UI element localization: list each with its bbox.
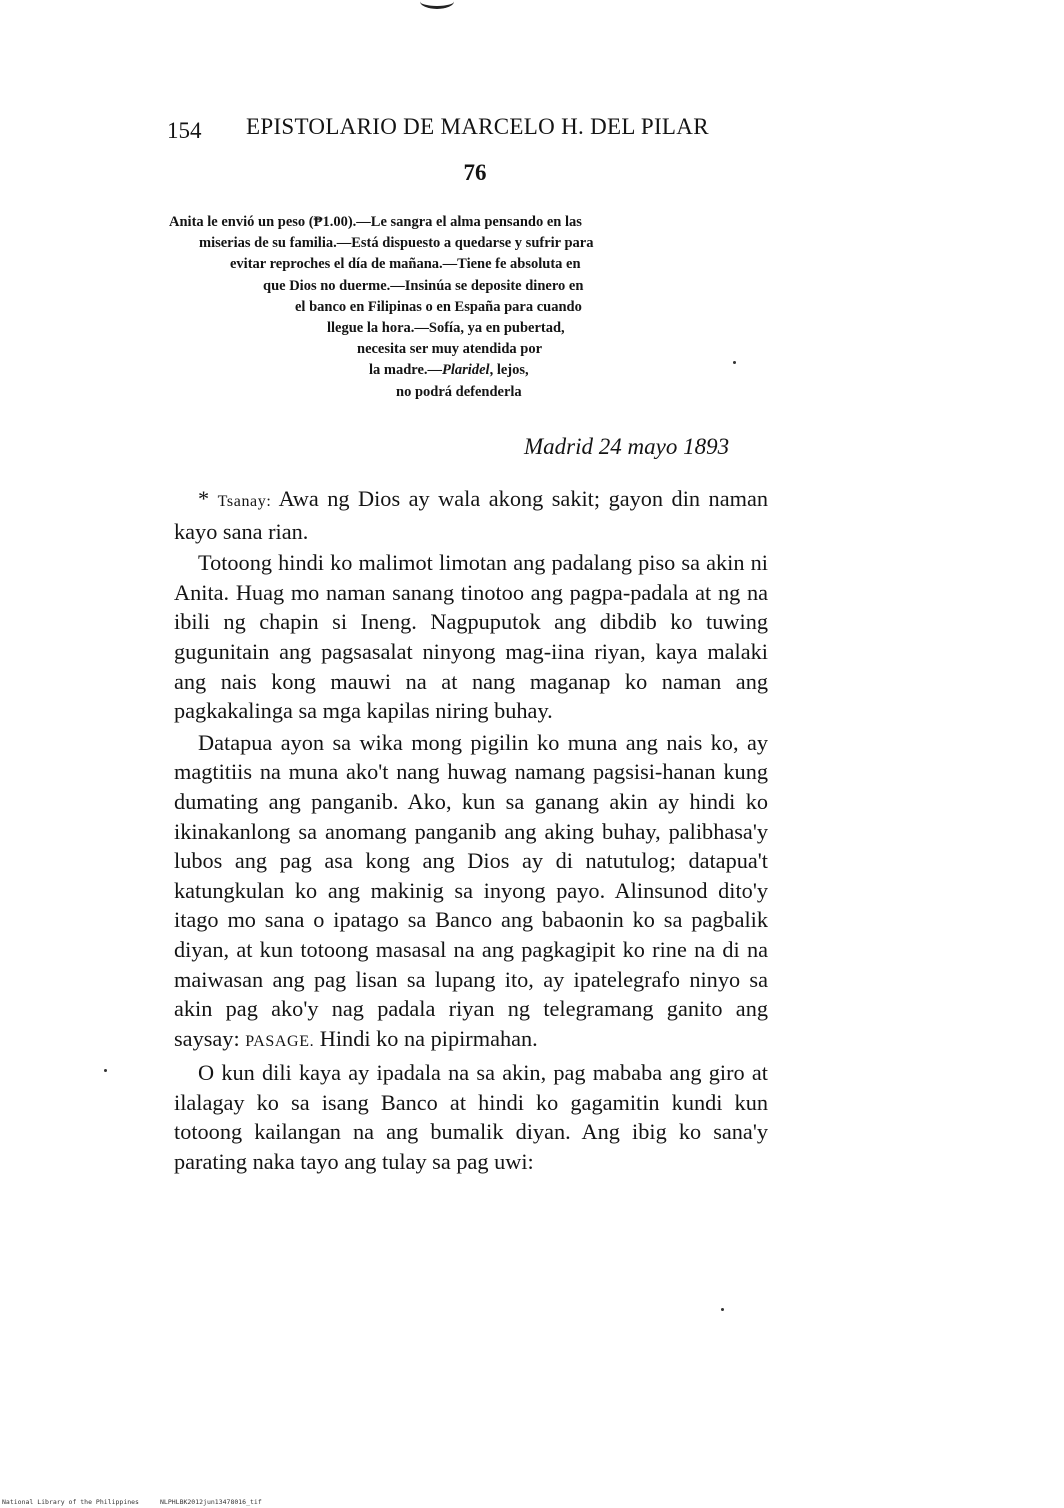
letter-summary: [165, 212, 795, 403]
paragraph-greeting: [174, 484, 768, 546]
dateline: Madrid 24 mayo 1893: [524, 434, 730, 459]
paragraph-end-text: Hindi ko na pipirmahan.: [314, 1025, 538, 1051]
letter-body: [174, 484, 768, 1179]
summary-line: que Dios no duerme.—Insinúa se deposite dinero en: [263, 277, 584, 294]
summary-line: miserias de su familia.—Está dispuesto a quedarse y sufrir para: [199, 235, 594, 252]
paragraph: Totoong hindi ko malimot limotan ang padalang piso sa akin ni Anita. Huag mo naman sanang tinotoo ang pagpa-padala at ng na ibili ng chapin si Ineng. Nagpuputok ang dibdib ko tuwing gugunitain ang pagsasalat ninyong mag-iina riyan, kaya malaki ang nais kong mauwi na at nang maganap ko naman ang pagkakalinga sa mga kapilas niring buhay.: [174, 550, 768, 724]
scan-footer: [0, 1494, 1064, 1508]
scan-artifact-mark: [420, 0, 454, 9]
paragraph-text: Datapua ayon sa wika mong pigilin ko muna ang nais ko, ay magtitiis na muna ako't nang huwag namang pagsisi-hanan kung dumating ang panganib. Ako, kun sa ganang akin ay hindi ko ikinakanlong sa anomang panganib ang aking buhay, palibhasa'y lubos ang pag asa kong ang Dios ay di natutulog; datapua't katungkulan ko ang makinig sa inyong payo. Alinsunod dito'y itago mo sana o ipatago sa Banco ang babaonin ko sa pagbalik diyan, at kun totoong masasal na ang pagkagipit ko rine na di na maiwasan ang pag lisan sa lupang ito, ay ipatelegrafo ninyo sa akin pag ako'y nag padala riyan ng telegramang ganito ang saysay:: [174, 729, 768, 1051]
letter-number: 76: [463, 160, 487, 185]
summary-line: Anita le envió un peso (₱1.00).—Le sangra el alma pensando en las: [169, 214, 582, 230]
library-credit: National Library of the Philippines: [2, 1498, 139, 1506]
page-header: [167, 114, 727, 148]
summary-line: no podrá defenderla: [396, 383, 522, 400]
paragraph: O kun dili kaya ay ipadala na sa akin, pag mababa ang giro at ilalagay ko sa isang Banco at hindi ko gagamitin kundi kun totoong kailangan na ang bumalik diyan. Ang ibig ko sana'y parating naka tayo ang tulay sa pag uwi:: [174, 1060, 768, 1175]
scan-speck: [733, 361, 736, 364]
summary-line: el banco en Filipinas o en España para cuando: [295, 298, 582, 315]
summary-line: evitar reproches el día de mañana.—Tiene fe absoluta en: [230, 256, 581, 273]
page-number: 154: [167, 118, 202, 143]
summary-line-italic: la madre.—Plaridel, lejos,: [369, 362, 529, 379]
paragraph: [174, 728, 768, 1057]
pen-name: Plaridel: [442, 362, 490, 379]
footnote-marker: *: [198, 486, 218, 511]
running-title: EPISTOLARIO DE MARCELO H. DEL PILAR: [246, 114, 709, 139]
telegram-code: PASAGE.: [245, 1032, 315, 1050]
summary-line: llegue la hora.—Sofía, ya en pubertad,: [327, 319, 565, 336]
scan-speck: [104, 1069, 107, 1072]
scan-speck: [721, 1308, 724, 1311]
greeting-text: Awa ng Dios ay wala akong sakit; gayon din naman kayo sana rian.: [174, 486, 768, 544]
summary-line: necesita ser muy atendida por: [357, 341, 543, 358]
scan-file-id: NLPHLBK2012jun13478016_tif: [160, 1498, 262, 1506]
addressee-name: Tsanay:: [217, 493, 272, 510]
